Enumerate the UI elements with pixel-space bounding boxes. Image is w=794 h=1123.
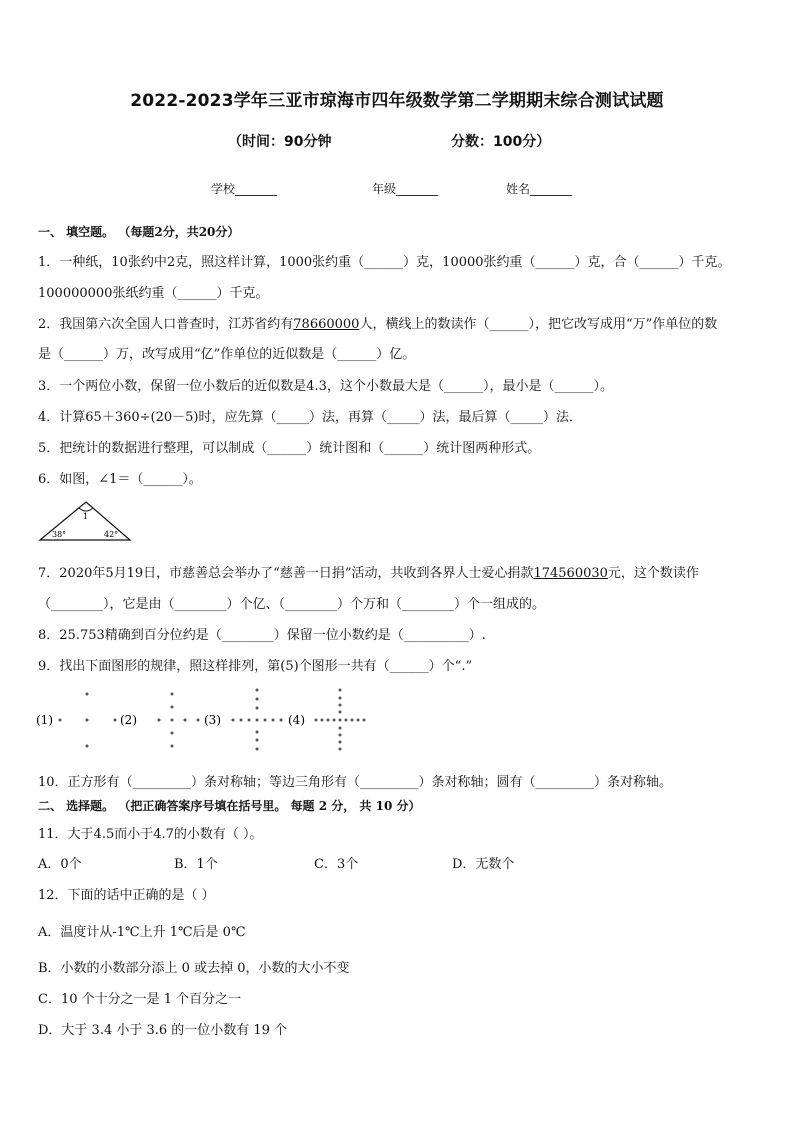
pattern-label-2: (2) [120, 713, 137, 727]
dot-pattern-figure [34, 688, 384, 754]
option-12-b: B．小数的小数部分添上 0 或去掉 0，小数的大小不变 [38, 961, 350, 976]
option-11-b: B．1个 [174, 857, 218, 872]
angle-1-label: 1 [83, 512, 89, 521]
question-12: 12．下面的话中正确的是（ ） [38, 888, 215, 903]
option-11-a: A．0个 [38, 857, 82, 872]
question-11: 11．大于4.5而小于4.7的小数有（ ）。 [38, 827, 263, 842]
question-9: 9．找出下面图形的规律，照这样排列，第(5)个图形一共有（______）个“.” [38, 659, 473, 674]
angle-42-label: 42° [104, 530, 119, 539]
question-2-number: 78660000 [293, 317, 360, 332]
question-10: 10．正方形有（_________）条对称轴；等边三角形有（_________）条对称轴；圆有（_________）条对称轴。 [38, 775, 673, 790]
question-6: 6．如图，∠1＝（______）。 [38, 472, 202, 487]
question-1-cont: 100000000张纸约重（______）千克。 [38, 286, 269, 301]
question-7-cont: （________），它是由（________）个亿、（________）个万和（________）个一组成的。 [38, 597, 546, 612]
section2-heading: 二、 选择题。 （把正确答案序号填在括号里。 每题 2 分， 共 10 分） [38, 799, 421, 813]
question-2-text: 2．我国第六次全国人口普查时，江苏省约有 [38, 317, 294, 332]
question-7 [38, 562, 699, 581]
question-7-text: 7．2020年5月19日，市慈善总会举办了“慈善一日捐”活动，共收到各界人士爱心捐款 [38, 566, 534, 581]
section1-heading: 一、 填空题。 （每题2分，共20分） [38, 225, 240, 239]
school-field: 学校_______ [211, 182, 278, 196]
grade-field: 年级_______ [372, 182, 439, 196]
question-7-text-b: 元，这个数读作 [607, 566, 699, 581]
option-11-c: C．3个 [314, 857, 359, 872]
triangle-figure [38, 498, 134, 544]
question-2-text-b: 人，横线上的数读作（______），把它改写成用“万”作单位的数 [359, 317, 718, 332]
question-7-number: 174560030 [533, 566, 608, 581]
angle-38-label: 38° [52, 530, 67, 539]
pattern-label-3: (3) [204, 713, 221, 727]
pattern-label-4: (4) [288, 713, 305, 727]
question-5: 5．把统计的数据进行整理，可以制成（______）统计图和（______）统计图两种形式。 [38, 441, 541, 456]
option-12-c: C．10 个十分之一是 1 个百分之一 [38, 992, 242, 1007]
question-2-cont: 是（______）万，改写成用“亿”作单位的近似数是（______）亿。 [38, 347, 416, 362]
option-12-a: A．温度计从-1℃上升 1℃后是 0℃ [38, 925, 246, 940]
pattern-label-1: (1) [36, 713, 53, 727]
option-11-d: D．无数个 [452, 857, 515, 872]
page-title: 2022-2023学年三亚市琼海市四年级数学第二学期期末综合测试试题 [130, 91, 664, 111]
exam-score: 分数：100分） [451, 134, 551, 150]
name-field: 姓名_______ [506, 182, 573, 196]
question-4: 4．计算65＋360÷(20－5)时，应先算（_____）法，再算（_____）法，最后算（_____）法． [38, 410, 582, 425]
option-12-d: D．大于 3.4 小于 3.6 的一位小数有 19 个 [38, 1023, 288, 1038]
question-1: 1．一种纸，10张约中2克，照这样计算，1000张约重（______）克，10000张约重（______）克，合（______）千克。 [38, 255, 731, 270]
exam-time: （时间：90分钟 [228, 134, 332, 150]
question-3: 3．一个两位小数，保留一位小数后的近似数是4.3，这个小数最大是（______），最小是（______）。 [38, 379, 613, 394]
question-8: 8．25.753精确到百分位约是（________）保留一位小数约是（__________）. [38, 628, 486, 643]
question-2 [38, 313, 717, 332]
